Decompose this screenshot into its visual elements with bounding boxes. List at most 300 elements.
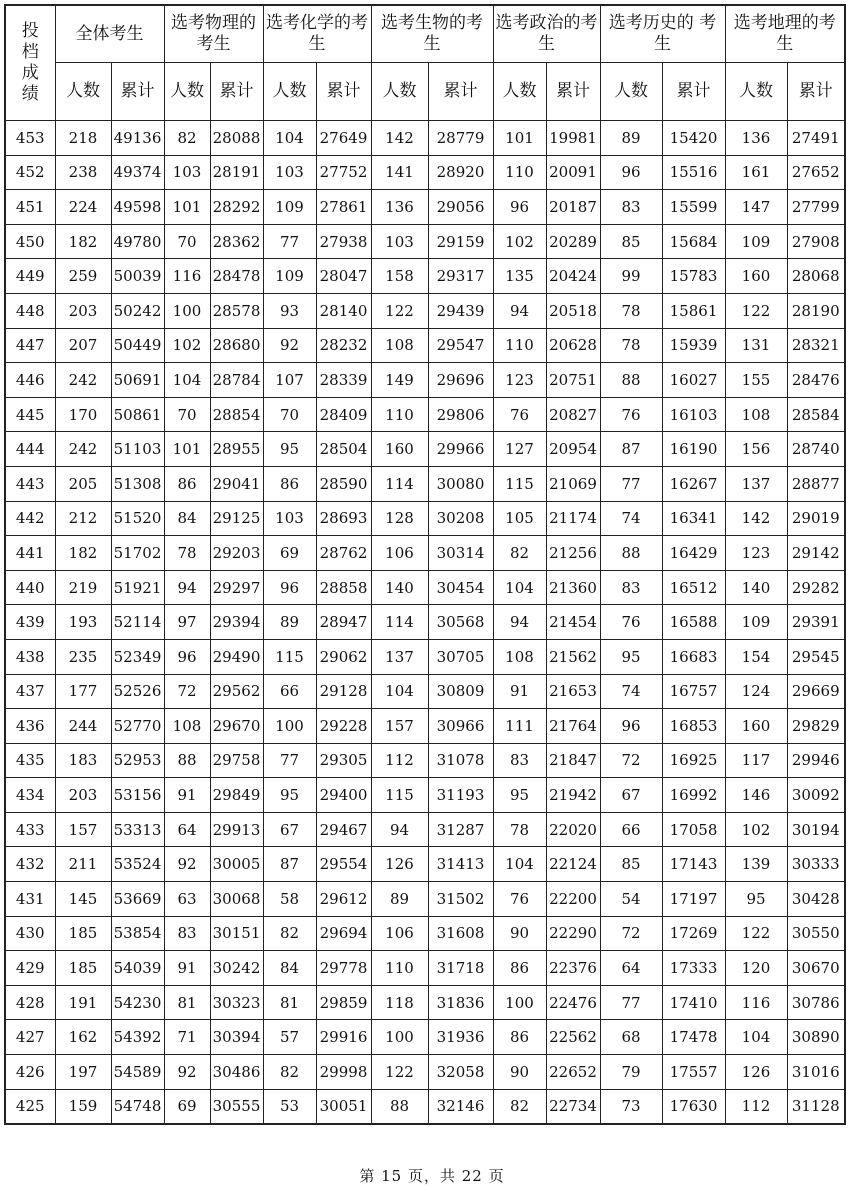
cumulative-cell: 16341 xyxy=(662,501,725,536)
cumulative-cell: 28321 xyxy=(787,328,845,363)
count-cell: 83 xyxy=(164,916,210,951)
cumulative-cell: 28584 xyxy=(787,397,845,432)
table-row xyxy=(5,224,845,259)
cumulative-cell: 15783 xyxy=(662,259,725,294)
table-row xyxy=(5,639,845,674)
cumulative-cell: 28920 xyxy=(428,155,493,190)
cumulative-cell: 49136 xyxy=(111,121,164,156)
score-distribution-table xyxy=(4,4,846,1125)
cumulative-cell: 28292 xyxy=(210,190,263,225)
cumulative-cell: 20289 xyxy=(546,224,600,259)
count-cell: 96 xyxy=(164,639,210,674)
cumulative-cell: 30314 xyxy=(428,536,493,571)
count-cell: 94 xyxy=(164,570,210,605)
count-cell: 122 xyxy=(725,293,787,328)
table-row xyxy=(5,1055,845,1090)
cumulative-cell: 29545 xyxy=(787,639,845,674)
cumulative-cell: 22200 xyxy=(546,882,600,917)
count-cell: 218 xyxy=(55,121,111,156)
cumulative-cell: 30194 xyxy=(787,812,845,847)
count-cell: 64 xyxy=(164,812,210,847)
count-cell: 91 xyxy=(164,778,210,813)
count-cell: 77 xyxy=(263,743,316,778)
cumulative-cell: 28339 xyxy=(316,363,371,398)
cumulative-cell: 17478 xyxy=(662,1020,725,1055)
count-cell: 94 xyxy=(371,812,428,847)
sub-header-cumulative: 累计 xyxy=(662,63,725,121)
count-cell: 127 xyxy=(493,432,546,467)
table-row xyxy=(5,501,845,536)
count-cell: 128 xyxy=(371,501,428,536)
count-cell: 224 xyxy=(55,190,111,225)
table-row xyxy=(5,570,845,605)
count-cell: 155 xyxy=(725,363,787,398)
count-cell: 131 xyxy=(725,328,787,363)
count-cell: 86 xyxy=(263,466,316,501)
cumulative-cell: 29670 xyxy=(210,709,263,744)
count-cell: 145 xyxy=(55,882,111,917)
cumulative-cell: 29669 xyxy=(787,674,845,709)
count-cell: 140 xyxy=(725,570,787,605)
cumulative-cell: 16992 xyxy=(662,778,725,813)
cumulative-cell: 29142 xyxy=(787,536,845,571)
cumulative-cell: 54230 xyxy=(111,985,164,1020)
sub-header-cumulative: 累计 xyxy=(316,63,371,121)
count-cell: 104 xyxy=(493,570,546,605)
count-cell: 177 xyxy=(55,674,111,709)
cumulative-cell: 51520 xyxy=(111,501,164,536)
cumulative-cell: 29554 xyxy=(316,847,371,882)
count-cell: 110 xyxy=(493,328,546,363)
cumulative-cell: 31718 xyxy=(428,951,493,986)
cumulative-cell: 29439 xyxy=(428,293,493,328)
cumulative-cell: 16429 xyxy=(662,536,725,571)
count-cell: 185 xyxy=(55,951,111,986)
table-row xyxy=(5,951,845,986)
count-cell: 76 xyxy=(600,397,662,432)
count-cell: 104 xyxy=(725,1020,787,1055)
count-cell: 76 xyxy=(493,882,546,917)
cumulative-cell: 30705 xyxy=(428,639,493,674)
count-cell: 126 xyxy=(725,1055,787,1090)
cumulative-cell: 53524 xyxy=(111,847,164,882)
count-cell: 117 xyxy=(725,743,787,778)
cumulative-cell: 52349 xyxy=(111,639,164,674)
cumulative-cell: 16267 xyxy=(662,466,725,501)
count-cell: 76 xyxy=(493,397,546,432)
count-cell: 108 xyxy=(371,328,428,363)
cumulative-cell: 31936 xyxy=(428,1020,493,1055)
cumulative-cell: 50691 xyxy=(111,363,164,398)
count-cell: 103 xyxy=(164,155,210,190)
count-cell: 110 xyxy=(371,397,428,432)
count-cell: 108 xyxy=(164,709,210,744)
cumulative-cell: 29913 xyxy=(210,812,263,847)
cumulative-cell: 30550 xyxy=(787,916,845,951)
count-cell: 88 xyxy=(371,1089,428,1124)
count-cell: 83 xyxy=(493,743,546,778)
count-cell: 102 xyxy=(725,812,787,847)
count-cell: 79 xyxy=(600,1055,662,1090)
count-cell: 183 xyxy=(55,743,111,778)
group-header-chemistry: 选考化学的考生 xyxy=(263,5,371,63)
table-row xyxy=(5,536,845,571)
cumulative-cell: 52953 xyxy=(111,743,164,778)
score-cell: 448 xyxy=(5,293,55,328)
count-cell: 124 xyxy=(725,674,787,709)
count-cell: 82 xyxy=(263,916,316,951)
cumulative-cell: 17410 xyxy=(662,985,725,1020)
count-cell: 96 xyxy=(493,190,546,225)
count-cell: 116 xyxy=(725,985,787,1020)
cumulative-cell: 50039 xyxy=(111,259,164,294)
score-cell: 446 xyxy=(5,363,55,398)
count-cell: 93 xyxy=(263,293,316,328)
table-row xyxy=(5,709,845,744)
table-row xyxy=(5,432,845,467)
cumulative-cell: 21562 xyxy=(546,639,600,674)
count-cell: 94 xyxy=(493,293,546,328)
cumulative-cell: 54039 xyxy=(111,951,164,986)
count-cell: 91 xyxy=(493,674,546,709)
count-cell: 85 xyxy=(600,847,662,882)
cumulative-cell: 29125 xyxy=(210,501,263,536)
cumulative-cell: 30068 xyxy=(210,882,263,917)
cumulative-cell: 30486 xyxy=(210,1055,263,1090)
cumulative-cell: 29019 xyxy=(787,501,845,536)
count-cell: 147 xyxy=(725,190,787,225)
cumulative-cell: 29612 xyxy=(316,882,371,917)
count-cell: 123 xyxy=(493,363,546,398)
count-cell: 219 xyxy=(55,570,111,605)
score-cell: 427 xyxy=(5,1020,55,1055)
cumulative-cell: 50449 xyxy=(111,328,164,363)
count-cell: 71 xyxy=(164,1020,210,1055)
count-cell: 70 xyxy=(164,224,210,259)
count-cell: 114 xyxy=(371,466,428,501)
cumulative-cell: 27799 xyxy=(787,190,845,225)
count-cell: 137 xyxy=(725,466,787,501)
count-cell: 91 xyxy=(164,951,210,986)
cumulative-cell: 51921 xyxy=(111,570,164,605)
cumulative-cell: 29203 xyxy=(210,536,263,571)
group-header-politics: 选考政治的考生 xyxy=(493,5,600,63)
cumulative-cell: 22124 xyxy=(546,847,600,882)
header-row-groups xyxy=(5,5,845,63)
cumulative-cell: 29056 xyxy=(428,190,493,225)
sub-header-count: 人数 xyxy=(493,63,546,121)
cumulative-cell: 21847 xyxy=(546,743,600,778)
cumulative-cell: 54589 xyxy=(111,1055,164,1090)
count-cell: 203 xyxy=(55,293,111,328)
cumulative-cell: 30890 xyxy=(787,1020,845,1055)
count-cell: 87 xyxy=(600,432,662,467)
count-cell: 116 xyxy=(164,259,210,294)
count-cell: 259 xyxy=(55,259,111,294)
cumulative-cell: 30242 xyxy=(210,951,263,986)
cumulative-cell: 27908 xyxy=(787,224,845,259)
count-cell: 109 xyxy=(263,190,316,225)
cumulative-cell: 29228 xyxy=(316,709,371,744)
score-cell: 434 xyxy=(5,778,55,813)
cumulative-cell: 20518 xyxy=(546,293,600,328)
count-cell: 185 xyxy=(55,916,111,951)
cumulative-cell: 29297 xyxy=(210,570,263,605)
count-cell: 96 xyxy=(600,709,662,744)
table-row xyxy=(5,743,845,778)
count-cell: 85 xyxy=(600,224,662,259)
cumulative-cell: 21454 xyxy=(546,605,600,640)
cumulative-cell: 16853 xyxy=(662,709,725,744)
cumulative-cell: 30670 xyxy=(787,951,845,986)
count-cell: 159 xyxy=(55,1089,111,1124)
cumulative-cell: 20091 xyxy=(546,155,600,190)
cumulative-cell: 27652 xyxy=(787,155,845,190)
table-body xyxy=(5,121,845,1125)
count-cell: 139 xyxy=(725,847,787,882)
count-cell: 70 xyxy=(164,397,210,432)
count-cell: 95 xyxy=(263,432,316,467)
count-cell: 81 xyxy=(263,985,316,1020)
cumulative-cell: 17197 xyxy=(662,882,725,917)
table-row xyxy=(5,847,845,882)
sub-header-cumulative: 累计 xyxy=(546,63,600,121)
score-cell: 441 xyxy=(5,536,55,571)
score-cell: 444 xyxy=(5,432,55,467)
table-row xyxy=(5,293,845,328)
count-cell: 95 xyxy=(725,882,787,917)
cumulative-cell: 22376 xyxy=(546,951,600,986)
count-cell: 84 xyxy=(164,501,210,536)
cumulative-cell: 31608 xyxy=(428,916,493,951)
cumulative-cell: 29694 xyxy=(316,916,371,951)
count-cell: 110 xyxy=(371,951,428,986)
table-row xyxy=(5,397,845,432)
count-cell: 74 xyxy=(600,674,662,709)
cumulative-cell: 21174 xyxy=(546,501,600,536)
count-cell: 111 xyxy=(493,709,546,744)
cumulative-cell: 54392 xyxy=(111,1020,164,1055)
cumulative-cell: 20628 xyxy=(546,328,600,363)
cumulative-cell: 27752 xyxy=(316,155,371,190)
count-cell: 94 xyxy=(493,605,546,640)
count-cell: 197 xyxy=(55,1055,111,1090)
score-cell: 442 xyxy=(5,501,55,536)
count-cell: 97 xyxy=(164,605,210,640)
table-row xyxy=(5,1089,845,1124)
count-cell: 238 xyxy=(55,155,111,190)
cumulative-cell: 16925 xyxy=(662,743,725,778)
cumulative-cell: 50861 xyxy=(111,397,164,432)
table-row xyxy=(5,1020,845,1055)
count-cell: 207 xyxy=(55,328,111,363)
group-header-geography: 选考地理的考生 xyxy=(725,5,845,63)
cumulative-cell: 22652 xyxy=(546,1055,600,1090)
count-cell: 157 xyxy=(371,709,428,744)
cumulative-cell: 20954 xyxy=(546,432,600,467)
count-cell: 137 xyxy=(371,639,428,674)
cumulative-cell: 16103 xyxy=(662,397,725,432)
score-cell: 445 xyxy=(5,397,55,432)
count-cell: 82 xyxy=(164,121,210,156)
cumulative-cell: 27938 xyxy=(316,224,371,259)
count-cell: 158 xyxy=(371,259,428,294)
count-cell: 109 xyxy=(725,224,787,259)
count-cell: 64 xyxy=(600,951,662,986)
cumulative-cell: 30151 xyxy=(210,916,263,951)
cumulative-cell: 49780 xyxy=(111,224,164,259)
header-row-sub xyxy=(5,63,845,121)
score-cell: 428 xyxy=(5,985,55,1020)
cumulative-cell: 28409 xyxy=(316,397,371,432)
count-cell: 102 xyxy=(164,328,210,363)
cumulative-cell: 28232 xyxy=(316,328,371,363)
sub-header-count: 人数 xyxy=(371,63,428,121)
cumulative-cell: 31287 xyxy=(428,812,493,847)
cumulative-cell: 28955 xyxy=(210,432,263,467)
cumulative-cell: 29282 xyxy=(787,570,845,605)
count-cell: 182 xyxy=(55,536,111,571)
table-row xyxy=(5,259,845,294)
cumulative-cell: 29758 xyxy=(210,743,263,778)
sub-header-cumulative: 累计 xyxy=(428,63,493,121)
cumulative-cell: 17557 xyxy=(662,1055,725,1090)
score-cell: 426 xyxy=(5,1055,55,1090)
count-cell: 242 xyxy=(55,363,111,398)
count-cell: 92 xyxy=(263,328,316,363)
count-cell: 66 xyxy=(600,812,662,847)
cumulative-cell: 28740 xyxy=(787,432,845,467)
cumulative-cell: 31128 xyxy=(787,1089,845,1124)
count-cell: 95 xyxy=(600,639,662,674)
count-cell: 82 xyxy=(263,1055,316,1090)
group-header-biology: 选考生物的考生 xyxy=(371,5,493,63)
count-cell: 154 xyxy=(725,639,787,674)
count-cell: 157 xyxy=(55,812,111,847)
cumulative-cell: 29998 xyxy=(316,1055,371,1090)
count-cell: 84 xyxy=(263,951,316,986)
score-cell: 439 xyxy=(5,605,55,640)
cumulative-cell: 28947 xyxy=(316,605,371,640)
count-cell: 87 xyxy=(263,847,316,882)
cumulative-cell: 29490 xyxy=(210,639,263,674)
score-cell: 443 xyxy=(5,466,55,501)
cumulative-cell: 29916 xyxy=(316,1020,371,1055)
table-row xyxy=(5,778,845,813)
count-cell: 101 xyxy=(493,121,546,156)
cumulative-cell: 22020 xyxy=(546,812,600,847)
table-row xyxy=(5,466,845,501)
cumulative-cell: 32058 xyxy=(428,1055,493,1090)
cumulative-cell: 28877 xyxy=(787,466,845,501)
cumulative-cell: 28784 xyxy=(210,363,263,398)
count-cell: 83 xyxy=(600,570,662,605)
cumulative-cell: 17143 xyxy=(662,847,725,882)
cumulative-cell: 22562 xyxy=(546,1020,600,1055)
cumulative-cell: 29946 xyxy=(787,743,845,778)
count-cell: 96 xyxy=(263,570,316,605)
cumulative-cell: 17269 xyxy=(662,916,725,951)
count-cell: 161 xyxy=(725,155,787,190)
sub-header-count: 人数 xyxy=(600,63,662,121)
count-cell: 102 xyxy=(493,224,546,259)
cumulative-cell: 30333 xyxy=(787,847,845,882)
cumulative-cell: 51103 xyxy=(111,432,164,467)
count-cell: 118 xyxy=(371,985,428,1020)
count-cell: 235 xyxy=(55,639,111,674)
count-cell: 112 xyxy=(725,1089,787,1124)
cumulative-cell: 21069 xyxy=(546,466,600,501)
cumulative-cell: 21653 xyxy=(546,674,600,709)
cumulative-cell: 20424 xyxy=(546,259,600,294)
cumulative-cell: 15939 xyxy=(662,328,725,363)
cumulative-cell: 29400 xyxy=(316,778,371,813)
cumulative-cell: 29391 xyxy=(787,605,845,640)
cumulative-cell: 21942 xyxy=(546,778,600,813)
score-cell: 429 xyxy=(5,951,55,986)
cumulative-cell: 28047 xyxy=(316,259,371,294)
table-row xyxy=(5,155,845,190)
cumulative-cell: 30786 xyxy=(787,985,845,1020)
count-cell: 108 xyxy=(493,639,546,674)
cumulative-cell: 20751 xyxy=(546,363,600,398)
cumulative-cell: 29062 xyxy=(316,639,371,674)
cumulative-cell: 30555 xyxy=(210,1089,263,1124)
cumulative-cell: 31078 xyxy=(428,743,493,778)
sub-header-count: 人数 xyxy=(725,63,787,121)
cumulative-cell: 29547 xyxy=(428,328,493,363)
score-cell: 425 xyxy=(5,1089,55,1124)
table-row xyxy=(5,605,845,640)
count-cell: 107 xyxy=(263,363,316,398)
count-cell: 100 xyxy=(164,293,210,328)
count-cell: 136 xyxy=(725,121,787,156)
count-cell: 109 xyxy=(263,259,316,294)
cumulative-cell: 31413 xyxy=(428,847,493,882)
table-row xyxy=(5,916,845,951)
score-cell: 440 xyxy=(5,570,55,605)
count-cell: 135 xyxy=(493,259,546,294)
count-cell: 82 xyxy=(493,1089,546,1124)
count-cell: 86 xyxy=(493,951,546,986)
cumulative-cell: 29806 xyxy=(428,397,493,432)
count-cell: 68 xyxy=(600,1020,662,1055)
count-cell: 67 xyxy=(600,778,662,813)
cumulative-cell: 22734 xyxy=(546,1089,600,1124)
cumulative-cell: 22476 xyxy=(546,985,600,1020)
cumulative-cell: 28140 xyxy=(316,293,371,328)
cumulative-cell: 28478 xyxy=(210,259,263,294)
count-cell: 78 xyxy=(600,328,662,363)
cumulative-cell: 31502 xyxy=(428,882,493,917)
count-cell: 162 xyxy=(55,1020,111,1055)
table-row xyxy=(5,812,845,847)
cumulative-cell: 49374 xyxy=(111,155,164,190)
page-footer: 第 15 页，共 22 页 xyxy=(359,1167,505,1185)
count-cell: 100 xyxy=(263,709,316,744)
count-cell: 123 xyxy=(725,536,787,571)
count-cell: 114 xyxy=(371,605,428,640)
count-cell: 103 xyxy=(371,224,428,259)
cumulative-cell: 31193 xyxy=(428,778,493,813)
count-cell: 126 xyxy=(371,847,428,882)
count-cell: 182 xyxy=(55,224,111,259)
cumulative-cell: 28854 xyxy=(210,397,263,432)
cumulative-cell: 20827 xyxy=(546,397,600,432)
cumulative-cell: 28191 xyxy=(210,155,263,190)
count-cell: 242 xyxy=(55,432,111,467)
count-cell: 92 xyxy=(164,847,210,882)
